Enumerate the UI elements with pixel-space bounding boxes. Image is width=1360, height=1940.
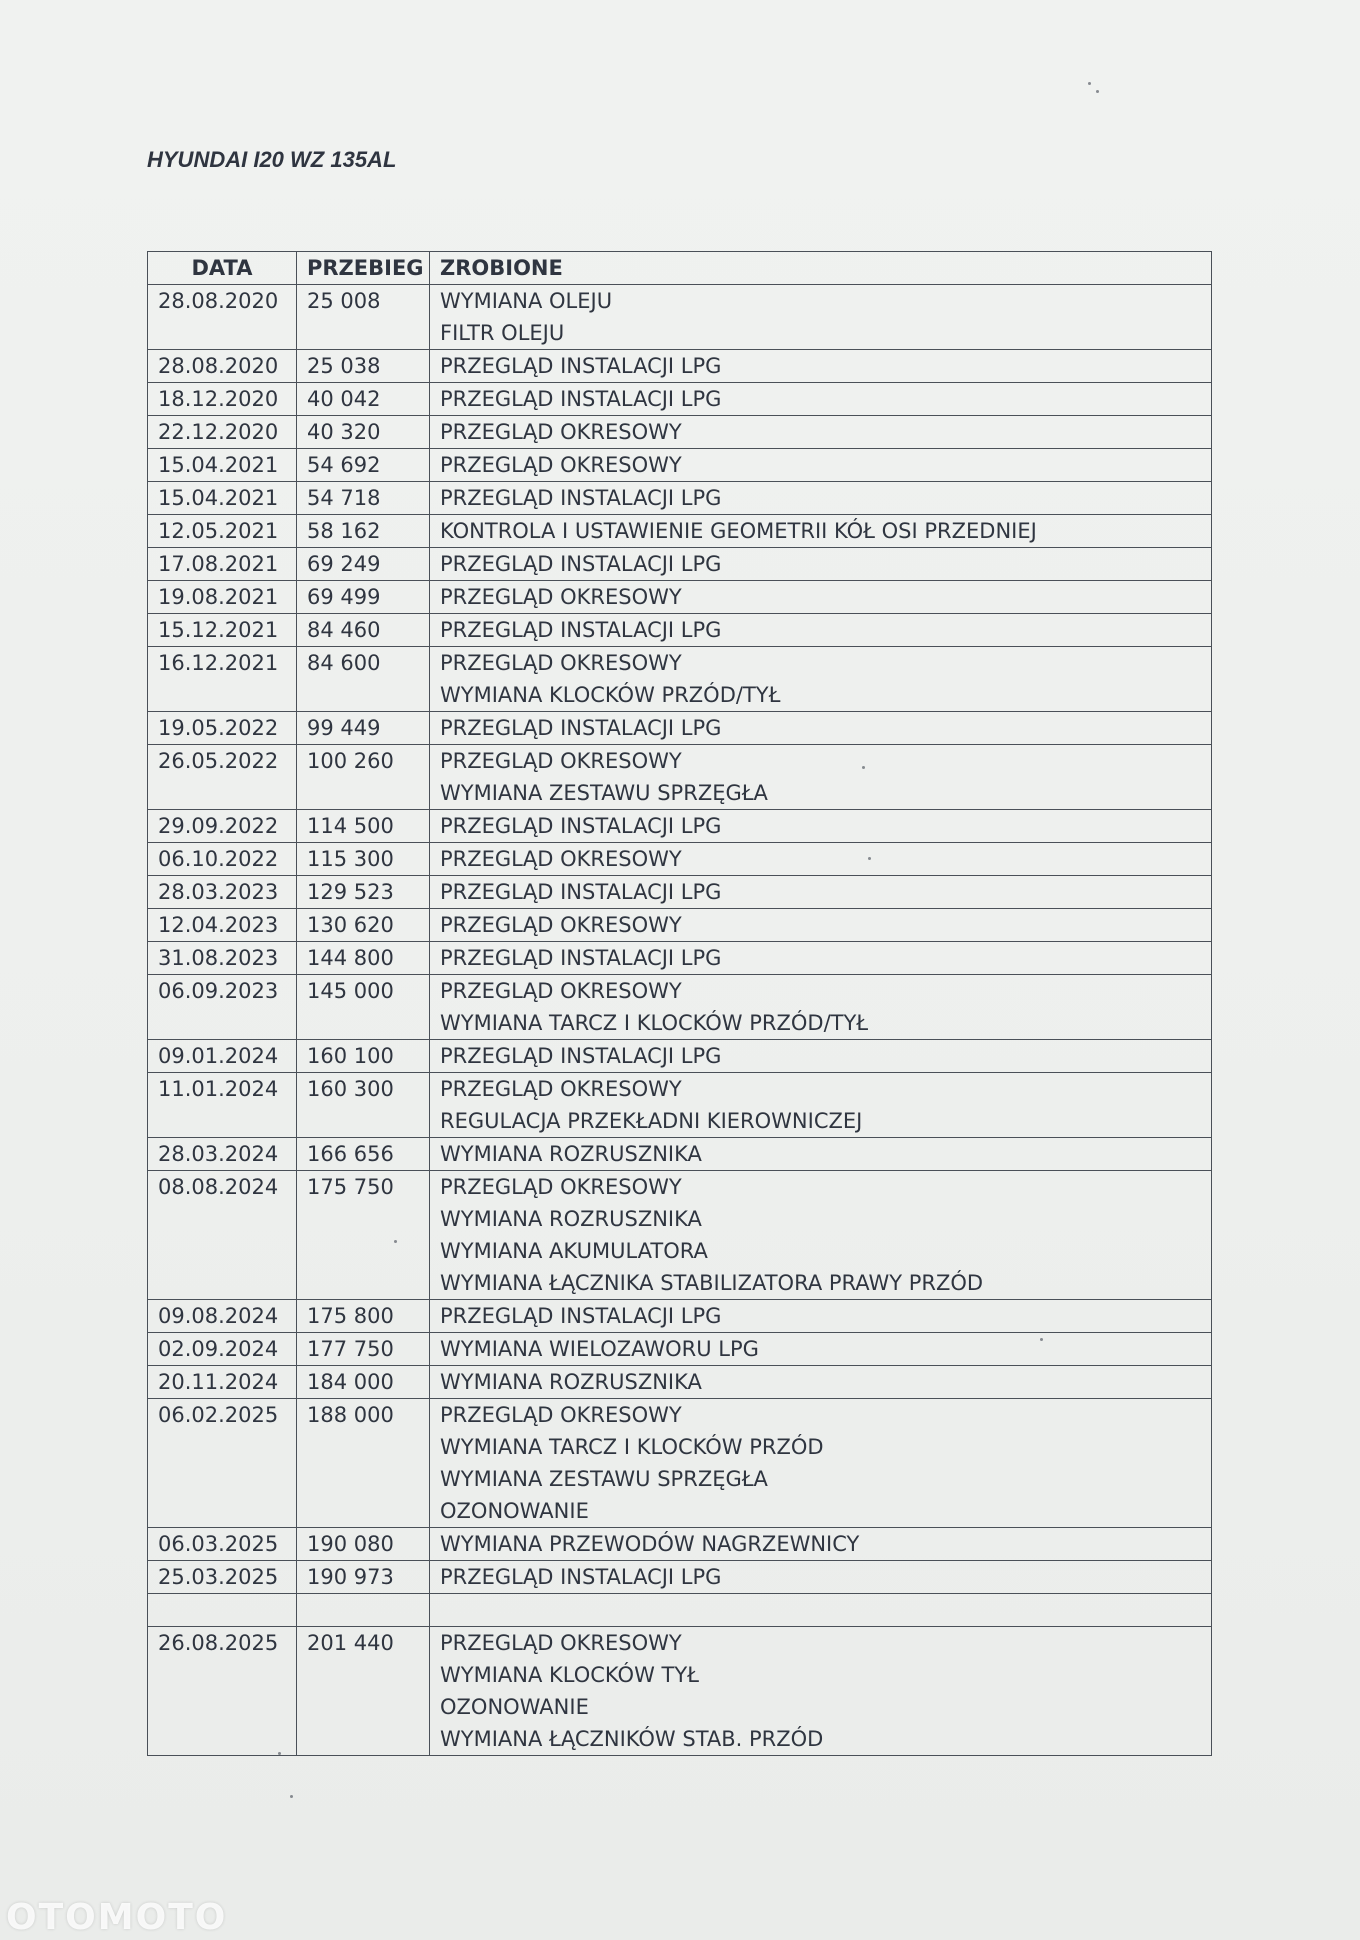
work-cell [430,1073,1212,1138]
date-cell: 15.12.2021 [148,614,297,647]
work-cell [430,1138,1212,1171]
table-row [148,1366,1212,1399]
mileage-cell: 54 718 [297,482,430,515]
work-item: OZONOWANIE [440,1499,589,1523]
table-row [148,449,1212,482]
column-header-mileage: PRZEBIEG [297,252,430,285]
table-row [148,581,1212,614]
date-cell: 18.12.2020 [148,383,297,416]
table-row [148,909,1212,942]
table-row [148,1040,1212,1073]
empty-cell [148,1594,297,1627]
work-item: PRZEGLĄD OKRESOWY [440,979,682,1003]
work-item: WYMIANA ROZRUSZNIKA [440,1370,702,1394]
table-spacer-row [148,1594,1212,1627]
scan-speck [394,1240,397,1243]
table-body [148,285,1212,1756]
mileage-cell: 40 042 [297,383,430,416]
work-item: PRZEGLĄD OKRESOWY [440,453,682,477]
date-cell: 06.09.2023 [148,975,297,1040]
empty-cell [430,1594,1212,1627]
table-row [148,1528,1212,1561]
work-cell [430,712,1212,745]
work-cell [430,745,1212,810]
date-cell: 26.05.2022 [148,745,297,810]
work-cell [430,548,1212,581]
date-cell: 19.05.2022 [148,712,297,745]
table-row [148,876,1212,909]
column-header-date: DATA [148,252,297,285]
work-item: PRZEGLĄD OKRESOWY [440,420,682,444]
work-item: PRZEGLĄD INSTALACJI LPG [440,1565,722,1589]
date-cell: 28.03.2023 [148,876,297,909]
table-row [148,1171,1212,1300]
work-item: PRZEGLĄD OKRESOWY [440,585,682,609]
work-item: WYMIANA ROZRUSZNIKA [440,1207,702,1231]
work-cell [430,1561,1212,1594]
mileage-cell: 99 449 [297,712,430,745]
work-item: FILTR OLEJU [440,321,565,345]
work-item: OZONOWANIE [440,1695,589,1719]
mileage-cell: 130 620 [297,909,430,942]
mileage-cell: 160 300 [297,1073,430,1138]
work-cell [430,515,1212,548]
column-header-work: ZROBIONE [430,252,1212,285]
mileage-cell: 145 000 [297,975,430,1040]
table-row [148,383,1212,416]
work-cell [430,482,1212,515]
work-item: REGULACJA PRZEKŁADNI KIEROWNICZEJ [440,1109,863,1133]
scan-speck [868,857,871,860]
work-item: WYMIANA ZESTAWU SPRZĘGŁA [440,1467,768,1491]
mileage-cell: 184 000 [297,1366,430,1399]
work-item: PRZEGLĄD OKRESOWY [440,651,682,675]
work-cell [430,1333,1212,1366]
mileage-cell: 190 973 [297,1561,430,1594]
scan-speck [1096,90,1099,93]
table-row [148,1300,1212,1333]
date-cell: 06.02.2025 [148,1399,297,1528]
work-cell [430,1171,1212,1300]
date-cell: 19.08.2021 [148,581,297,614]
table-row [148,843,1212,876]
mileage-cell: 69 249 [297,548,430,581]
date-cell: 15.04.2021 [148,449,297,482]
date-cell: 26.08.2025 [148,1627,297,1756]
work-cell [430,285,1212,350]
work-item: PRZEGLĄD OKRESOWY [440,847,682,871]
document-title: HYUNDAI I20 WZ 135AL [147,147,397,172]
work-cell [430,942,1212,975]
table-row [148,975,1212,1040]
work-cell [430,909,1212,942]
mileage-cell: 84 460 [297,614,430,647]
mileage-cell: 115 300 [297,843,430,876]
work-item: PRZEGLĄD INSTALACJI LPG [440,354,722,378]
work-cell [430,647,1212,712]
work-cell [430,614,1212,647]
work-item: WYMIANA TARCZ I KLOCKÓW PRZÓD/TYŁ [440,1011,869,1035]
table-row [148,350,1212,383]
work-item: WYMIANA AKUMULATORA [440,1239,708,1263]
mileage-cell: 166 656 [297,1138,430,1171]
work-cell [430,383,1212,416]
mileage-cell: 40 320 [297,416,430,449]
table-row [148,1333,1212,1366]
work-item: WYMIANA KLOCKÓW PRZÓD/TYŁ [440,683,781,707]
work-item: PRZEGLĄD INSTALACJI LPG [440,618,722,642]
mileage-cell: 54 692 [297,449,430,482]
mileage-cell: 100 260 [297,745,430,810]
table-row [148,1399,1212,1528]
work-cell [430,1627,1212,1756]
work-item: WYMIANA ŁĄCZNIKA STABILIZATORA PRAWY PRZÓD [440,1271,984,1295]
table-row [148,416,1212,449]
work-item: PRZEGLĄD INSTALACJI LPG [440,814,722,838]
date-cell: 20.11.2024 [148,1366,297,1399]
table-row [148,548,1212,581]
mileage-cell: 69 499 [297,581,430,614]
mileage-cell: 201 440 [297,1627,430,1756]
table-row [148,1138,1212,1171]
work-cell [430,1300,1212,1333]
date-cell: 28.08.2020 [148,350,297,383]
watermark-logo: OTOMOTO [6,1897,228,1938]
service-history-table [147,251,1212,1756]
work-item: WYMIANA ROZRUSZNIKA [440,1142,702,1166]
date-cell: 08.08.2024 [148,1171,297,1300]
work-item: PRZEGLĄD OKRESOWY [440,1077,682,1101]
date-cell: 17.08.2021 [148,548,297,581]
work-item: WYMIANA ZESTAWU SPRZĘGŁA [440,781,768,805]
mileage-cell: 58 162 [297,515,430,548]
work-item: PRZEGLĄD INSTALACJI LPG [440,880,722,904]
work-item: PRZEGLĄD INSTALACJI LPG [440,946,722,970]
table-row [148,515,1212,548]
table-row [148,745,1212,810]
mileage-cell: 177 750 [297,1333,430,1366]
date-cell: 25.03.2025 [148,1561,297,1594]
mileage-cell: 188 000 [297,1399,430,1528]
work-cell [430,1366,1212,1399]
work-cell [430,416,1212,449]
date-cell: 29.09.2022 [148,810,297,843]
table-row [148,942,1212,975]
work-cell [430,975,1212,1040]
work-cell [430,1040,1212,1073]
table-row [148,482,1212,515]
date-cell: 22.12.2020 [148,416,297,449]
table-row [148,1627,1212,1756]
table-row [148,285,1212,350]
work-cell [430,1399,1212,1528]
date-cell: 31.08.2023 [148,942,297,975]
scan-speck [1088,82,1091,85]
table-row [148,647,1212,712]
table-row [148,1073,1212,1138]
work-item: WYMIANA ŁĄCZNIKÓW STAB. PRZÓD [440,1727,824,1751]
work-item: PRZEGLĄD INSTALACJI LPG [440,552,722,576]
mileage-cell: 175 800 [297,1300,430,1333]
table-row [148,810,1212,843]
work-item: WYMIANA PRZEWODÓW NAGRZEWNICY [440,1532,860,1556]
scan-speck [862,766,865,769]
date-cell: 06.10.2022 [148,843,297,876]
date-cell: 12.04.2023 [148,909,297,942]
work-item: PRZEGLĄD OKRESOWY [440,1403,682,1427]
date-cell: 09.08.2024 [148,1300,297,1333]
work-item: PRZEGLĄD OKRESOWY [440,1175,682,1199]
work-item: WYMIANA OLEJU [440,289,613,313]
table-row [148,712,1212,745]
work-item: PRZEGLĄD INSTALACJI LPG [440,1304,722,1328]
work-cell [430,581,1212,614]
work-cell [430,1528,1212,1561]
work-item: KONTROLA I USTAWIENIE GEOMETRII KÓŁ OSI PRZEDNIEJ [440,519,1037,543]
empty-cell [297,1594,430,1627]
work-cell [430,876,1212,909]
date-cell: 28.08.2020 [148,285,297,350]
work-item: PRZEGLĄD INSTALACJI LPG [440,1044,722,1068]
work-item: PRZEGLĄD OKRESOWY [440,1631,682,1655]
mileage-cell: 84 600 [297,647,430,712]
work-item: PRZEGLĄD OKRESOWY [440,913,682,937]
scan-speck [290,1795,293,1798]
work-item: WYMIANA WIELOZAWORU LPG [440,1337,759,1361]
mileage-cell: 160 100 [297,1040,430,1073]
date-cell: 12.05.2021 [148,515,297,548]
work-item: PRZEGLĄD INSTALACJI LPG [440,486,722,510]
work-cell [430,810,1212,843]
work-cell [430,843,1212,876]
mileage-cell: 25 008 [297,285,430,350]
scan-speck [1040,1338,1043,1341]
table-row [148,614,1212,647]
mileage-cell: 25 038 [297,350,430,383]
work-item: PRZEGLĄD OKRESOWY [440,749,682,773]
date-cell: 11.01.2024 [148,1073,297,1138]
mileage-cell: 175 750 [297,1171,430,1300]
work-cell [430,449,1212,482]
mileage-cell: 144 800 [297,942,430,975]
date-cell: 28.03.2024 [148,1138,297,1171]
table-header-row [148,252,1212,285]
date-cell: 15.04.2021 [148,482,297,515]
mileage-cell: 190 080 [297,1528,430,1561]
work-item: PRZEGLĄD INSTALACJI LPG [440,716,722,740]
mileage-cell: 129 523 [297,876,430,909]
date-cell: 09.01.2024 [148,1040,297,1073]
work-cell [430,350,1212,383]
work-item: PRZEGLĄD INSTALACJI LPG [440,387,722,411]
mileage-cell: 114 500 [297,810,430,843]
date-cell: 16.12.2021 [148,647,297,712]
scan-speck [278,1752,281,1755]
date-cell: 02.09.2024 [148,1333,297,1366]
date-cell: 06.03.2025 [148,1528,297,1561]
work-item: WYMIANA TARCZ I KLOCKÓW PRZÓD [440,1435,824,1459]
table-row [148,1561,1212,1594]
work-item: WYMIANA KLOCKÓW TYŁ [440,1663,699,1687]
